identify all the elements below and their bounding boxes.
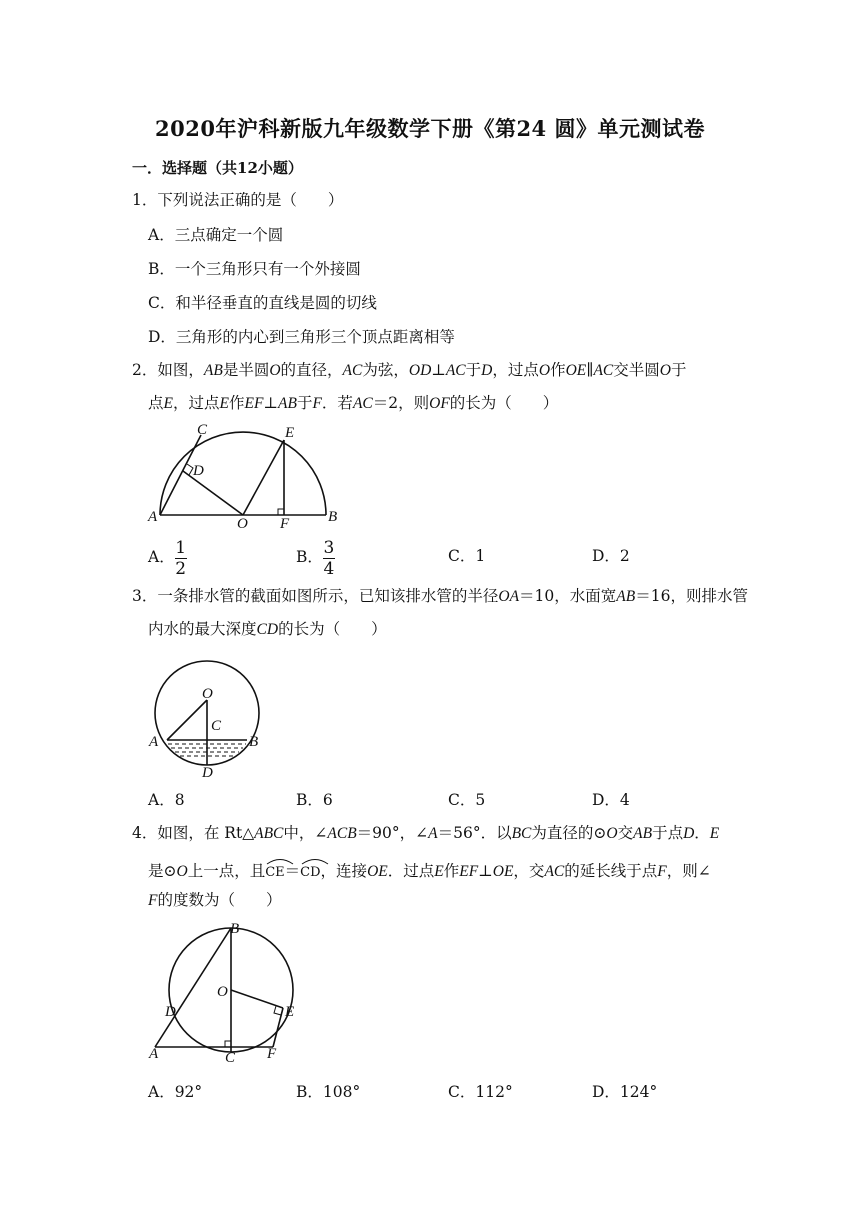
q2-option-c: C．1: [448, 547, 486, 565]
q3-stem-line2: 内水的最大深度CD的长为（ ）: [148, 620, 387, 638]
right-angle-f: [278, 509, 284, 515]
label-d: D: [193, 463, 204, 479]
label-e: E: [285, 1004, 295, 1020]
q3-option-d: D．4: [592, 791, 630, 809]
segment-oe: [243, 440, 284, 515]
label-e: E: [285, 425, 295, 441]
q1-option-d: D．三角形的内心到三角形三个顶点距离相等: [148, 328, 455, 346]
q4-option-b: B．108°: [296, 1083, 361, 1101]
segment-od: [183, 471, 243, 515]
q1-option-c: C．和半径垂直的直线是圆的切线: [148, 294, 377, 312]
label-d: D: [202, 765, 213, 780]
q4-option-d: D．124°: [592, 1083, 658, 1101]
q2-semicircle-figure: [145, 420, 345, 530]
label-a: A: [148, 509, 158, 525]
label-c: C: [197, 422, 208, 438]
radius-oa: [167, 700, 207, 740]
q3-option-a: A．8: [148, 791, 185, 809]
q2-option-b: B． $\frac{3}{4}$: [296, 537, 335, 579]
label-c: C: [225, 1050, 236, 1066]
label-f: F: [267, 1046, 277, 1062]
q4-stem-line1: 4．如图，在 Rt△ABC中，∠ACB＝90°，∠A＝56°．以BC为直径的⊙O交AB于点D．E: [132, 824, 720, 842]
q1-option-a: A．三点确定一个圆: [148, 226, 284, 244]
right-angle-c: [225, 1041, 231, 1047]
arc-ce: CE: [265, 857, 284, 883]
q4-stem-line2: 是⊙O上一点，且 CE＝ CD，连接OE．过点E作EF⊥OE，交AC的延长线于点F，则∠: [148, 857, 711, 883]
segment-oe: [231, 990, 283, 1008]
label-d: D: [165, 1004, 176, 1020]
label-o: O: [217, 984, 228, 1000]
q3-stem-line1: 3．一条排水管的截面如图所示，已知该排水管的半径OA＝10，水面宽AB＝16，则排水管: [132, 587, 748, 605]
q4-stem-line3: F的度数为（ ）: [148, 891, 282, 909]
q3-option-c: C．5: [448, 791, 486, 809]
q1-stem: 1．下列说法正确的是（ ）: [132, 191, 344, 209]
q2-stem-line1: 2．如图，AB是半圆O的直径，AC为弦，OD⊥AC于D，过点O作OE∥AC交半圆O于: [132, 361, 687, 379]
q4-option-a: A．92°: [148, 1083, 203, 1101]
label-a: A: [149, 734, 159, 750]
arc-cd: CD: [300, 857, 320, 883]
label-f: F: [280, 516, 290, 530]
label-b: B: [328, 509, 338, 525]
label-b: B: [249, 734, 259, 750]
page-title: 2020年沪科新版九年级数学下册《第24 圆》单元测试卷: [155, 116, 705, 141]
q3-pipe-figure: [145, 655, 270, 780]
q4-circle-figure: [145, 918, 305, 1068]
q1-option-b: B．一个三角形只有一个外接圆: [148, 260, 361, 278]
q4-option-c: C．112°: [448, 1083, 513, 1101]
label-a: A: [149, 1046, 159, 1062]
q2-option-a: A． $\frac{1}{2}$: [148, 537, 187, 579]
label-c: C: [211, 718, 222, 734]
q2-stem-line2: 点E，过点E作EF⊥AB于F．若AC＝2，则OF的长为（ ）: [148, 394, 559, 412]
label-o: O: [202, 686, 213, 702]
q2-option-d: D．2: [592, 547, 630, 565]
section-heading: 一．选择题（共12小题）: [132, 159, 303, 177]
label-b: B: [230, 921, 240, 937]
q3-option-b: B．6: [296, 791, 333, 809]
label-o: O: [237, 516, 248, 530]
semicircle-arc: [160, 432, 326, 515]
